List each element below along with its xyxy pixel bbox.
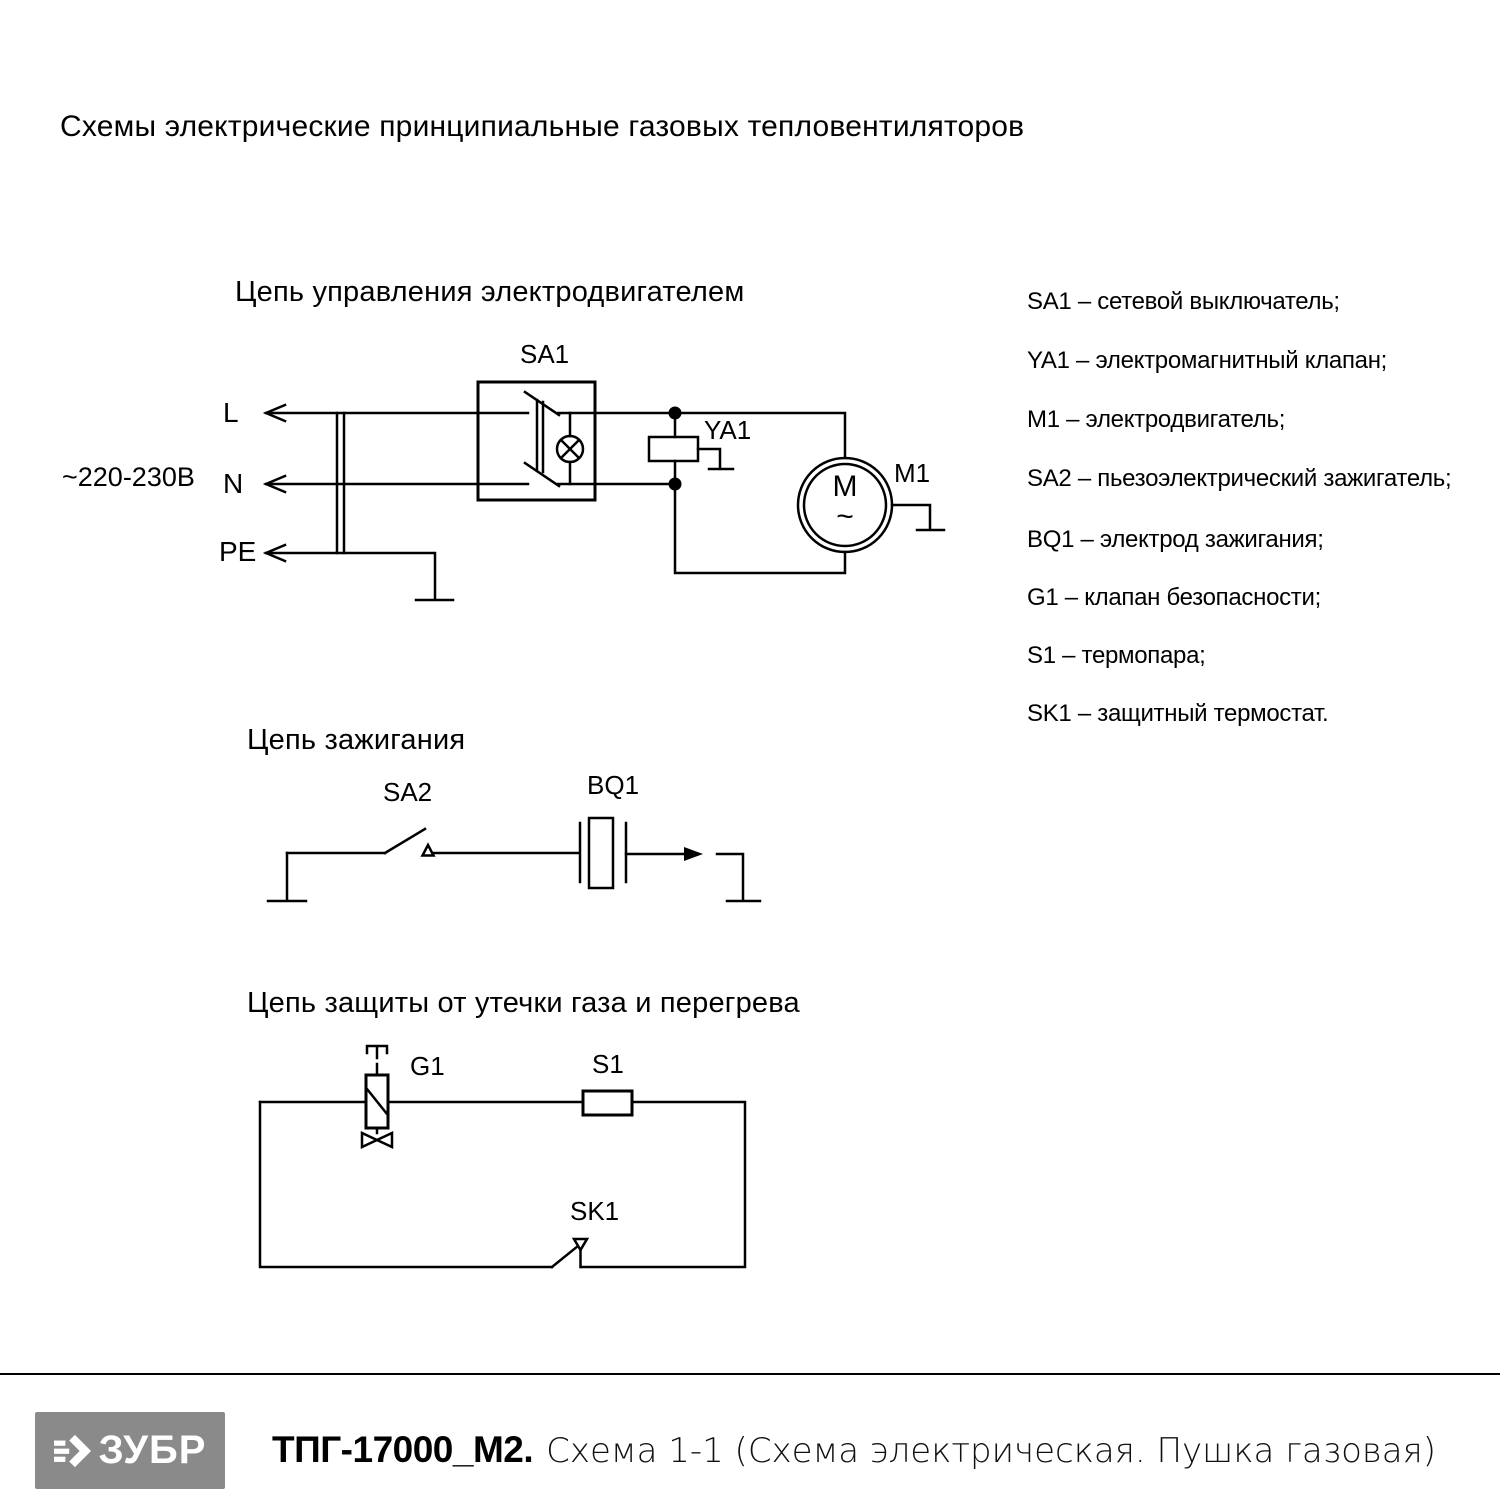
sa2-contact-icon xyxy=(423,845,434,856)
brand-name: ЗУБР xyxy=(98,1428,207,1472)
sa2-blade xyxy=(385,829,425,853)
sa2-label: SA2 xyxy=(383,777,433,807)
ya1-ground-icon xyxy=(698,449,733,469)
m1-ground-icon xyxy=(892,505,944,530)
cable-marker xyxy=(337,413,344,553)
terminal-PE-label: PE xyxy=(219,536,257,567)
arrow-left-N-icon xyxy=(266,476,285,492)
arrow-left-L-icon xyxy=(266,405,285,421)
g1-label: G1 xyxy=(410,1051,445,1081)
m1-label: M1 xyxy=(894,458,931,488)
junction-dot-bottom xyxy=(669,478,682,491)
ya1-coil-symbol xyxy=(649,437,698,461)
document-title: Схемы электрические принципиальные газовых тепловентиляторов xyxy=(60,110,1025,143)
scheme-caption: Схема 1-1 (Схема электрическая. Пушка газовая) xyxy=(546,1431,1437,1471)
arrow-left-PE-icon xyxy=(266,545,285,561)
legend-item: YA1 – электромагнитный клапан; xyxy=(1027,347,1388,374)
wire-L-after-switch xyxy=(558,413,845,458)
sa2-ground-icon xyxy=(268,853,306,901)
legend-item: S1 – термопара; xyxy=(1027,642,1206,669)
s1-label: S1 xyxy=(592,1049,624,1079)
sa1-lamp-icon xyxy=(557,436,583,462)
legend-item: BQ1 – электрод зажигания; xyxy=(1027,526,1324,553)
g1-valve-bowtie-icon xyxy=(362,1133,392,1147)
wire-PE xyxy=(266,553,435,598)
zubr-logo xyxy=(35,1412,225,1489)
legend-item: M1 – электродвигатель; xyxy=(1027,406,1286,433)
model-number: ТПГ-17000_М2. xyxy=(272,1429,534,1470)
sa1-switch-box xyxy=(478,382,595,500)
terminal-N-label: N xyxy=(223,468,244,499)
protection-circuit xyxy=(260,1046,745,1267)
sk1-label: SK1 xyxy=(570,1196,620,1226)
sk1-blade xyxy=(552,1246,578,1267)
s1-thermocouple-symbol xyxy=(583,1091,632,1115)
spark-arrow-icon xyxy=(684,847,703,861)
motor-circuit-title: Цепь управления электродвигателем xyxy=(235,276,745,308)
g1-valve-diagonal xyxy=(367,1089,387,1114)
legend-item: SK1 – защитный термостат. xyxy=(1027,700,1329,727)
ignition-circuit-title: Цепь зажигания xyxy=(247,724,466,756)
g1-sensor-icon xyxy=(367,1046,387,1058)
bq1-ground-icon xyxy=(717,854,760,901)
legend-item: SA2 – пьезоэлектрический зажигатель; xyxy=(1027,465,1452,492)
ya1-label: YA1 xyxy=(704,415,752,445)
protection-circuit-title: Цепь защиты от утечки газа и перегрева xyxy=(247,987,800,1019)
voltage-label: ~220-230В xyxy=(62,462,195,492)
sk1-contact-icon xyxy=(574,1239,587,1250)
ignition-circuit xyxy=(268,818,760,901)
loop-left-bottom xyxy=(260,1102,552,1267)
junction-dot-top xyxy=(669,407,682,420)
sa1-blade-top xyxy=(525,392,559,415)
footer-divider xyxy=(0,1373,1500,1375)
loop-right-top xyxy=(260,1102,745,1267)
motor-ac-symbol: ~ xyxy=(836,500,854,533)
legend-item: G1 – клапан безопасности; xyxy=(1027,584,1321,611)
sa1-lamp-cross xyxy=(561,440,579,458)
sa1-link-lines xyxy=(537,400,543,472)
sa1-label: SA1 xyxy=(520,339,570,369)
bq1-piezo-symbol xyxy=(589,818,613,888)
bq1-label: BQ1 xyxy=(587,770,640,800)
sa1-blade-bottom xyxy=(525,463,559,486)
ya1-lead-bottom xyxy=(675,461,845,573)
terminal-L-label: L xyxy=(223,397,239,428)
zubr-logo-icon xyxy=(54,1432,92,1470)
legend-item: SA1 – сетевой выключатель; xyxy=(1027,288,1340,315)
motor-m-symbol: M xyxy=(832,470,858,503)
footer-caption xyxy=(272,1429,1436,1471)
g1-valve-body xyxy=(366,1075,388,1128)
